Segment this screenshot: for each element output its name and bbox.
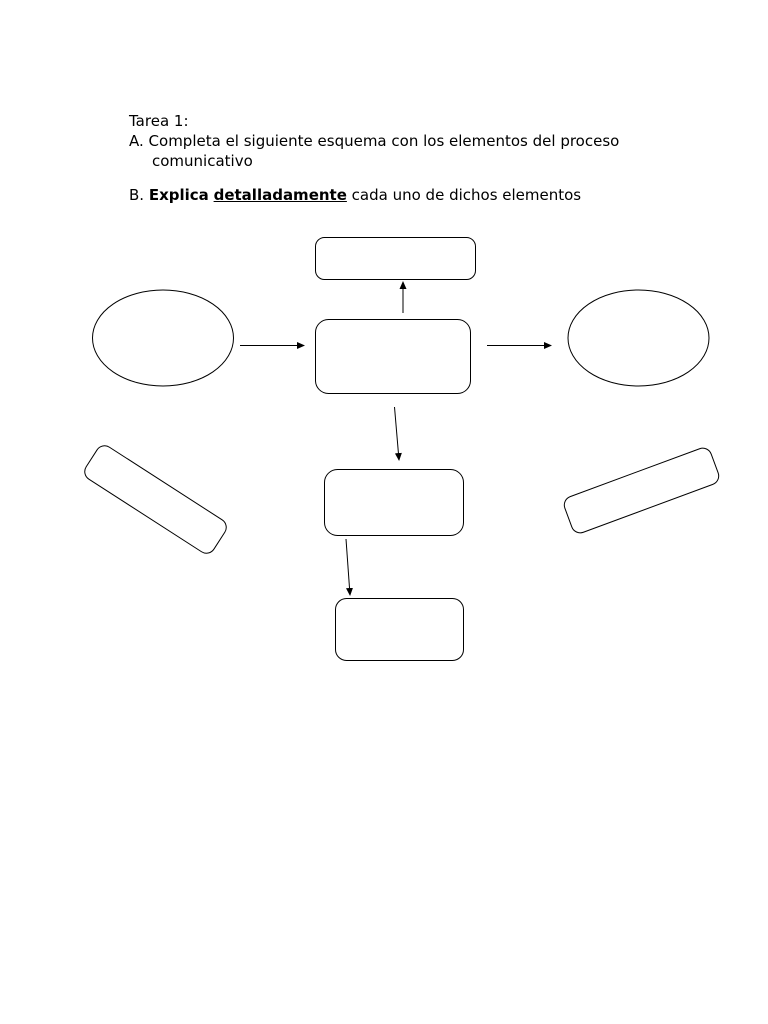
- item-a-text-line1: Completa el siguiente esquema con los elementos del proceso: [148, 132, 620, 150]
- item-b-underlined-word: detalladamente: [213, 186, 347, 204]
- item-a-prefix: A.: [129, 132, 144, 150]
- item-b-prefix: B.: [129, 186, 145, 204]
- item-b-bold-word: Explica: [148, 186, 209, 204]
- item-b-rest: cada uno de dichos elementos: [351, 186, 582, 204]
- right-ellipse[interactable]: [568, 290, 709, 386]
- top-box[interactable]: [316, 238, 476, 280]
- task-title: Tarea 1:: [129, 112, 189, 130]
- arrow-center-to-middle: [395, 407, 400, 460]
- left-tilted-box[interactable]: [81, 442, 229, 556]
- item-a-text-line2: comunicativo: [152, 152, 253, 170]
- left-ellipse[interactable]: [93, 290, 234, 386]
- center-box[interactable]: [316, 320, 471, 394]
- right-tilted-box[interactable]: [562, 446, 721, 536]
- middle-box[interactable]: [325, 470, 464, 536]
- arrow-middle-to-bottom: [346, 539, 350, 595]
- bottom-box[interactable]: [336, 599, 464, 661]
